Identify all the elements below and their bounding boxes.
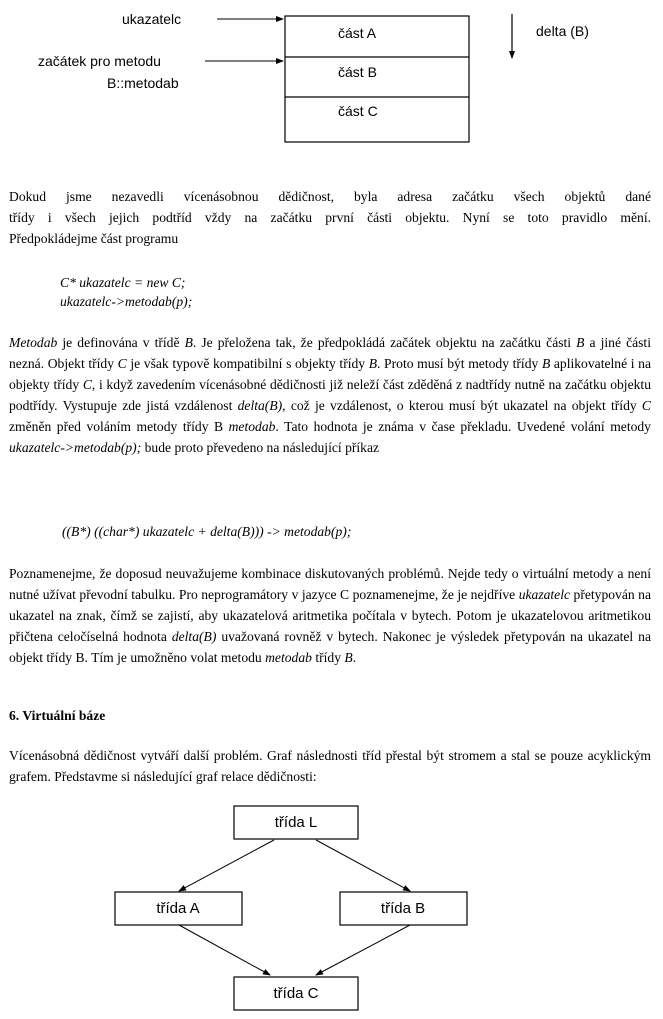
code-line: C* ukazatelc = new C; bbox=[60, 275, 186, 290]
text: aplikovatelné i na objekty třídy bbox=[9, 356, 651, 392]
code-line: ukazatelc->metodab(p); bbox=[60, 294, 193, 309]
text: , i když zavedením vícenásobné dědičnosti již neleží část zděděná z nadtřídy nutně na začátku objektu podtřídy. Vystupuje zde jistá vzdálenost bbox=[9, 377, 651, 413]
text: změněn před voláním metody třídy B bbox=[9, 419, 229, 434]
term-class: B bbox=[344, 650, 353, 665]
term-metodab: metodab bbox=[265, 650, 312, 665]
metodab-paragraph bbox=[9, 332, 651, 458]
text: Poznamenejme, že doposud neuvažujeme kombinace diskutovaných problémů. Nejde tedy o virtuální metody a není nutné užívat převodní tabulku. Pro neprogramátory v jazyce C poznamenejme, že je nejdříve bbox=[9, 566, 651, 602]
edge-b-c bbox=[316, 925, 410, 975]
node-class-l-label: třída L bbox=[274, 814, 318, 831]
text: třídy bbox=[311, 650, 345, 665]
term-class: B bbox=[368, 356, 378, 371]
term-pointer: ukazatelc bbox=[518, 587, 571, 602]
text: . bbox=[352, 650, 357, 665]
term-delta: delta(B) bbox=[237, 398, 283, 413]
term-class: B bbox=[184, 335, 193, 350]
delta-label: delta (B) bbox=[536, 23, 589, 39]
term-class: C bbox=[82, 377, 92, 392]
node-class-c-label: třída C bbox=[273, 985, 319, 1002]
part-c-label: část C bbox=[338, 103, 378, 119]
object-layout-box bbox=[285, 16, 469, 142]
section-heading: 6. Virtuální báze bbox=[9, 708, 106, 723]
intro-paragraph bbox=[9, 186, 651, 249]
edge-a-c bbox=[179, 925, 270, 975]
term-class: C bbox=[117, 356, 127, 371]
intro-line: třídy i všech jejich podtříd vždy na začátku první části objektu. Nyní se toto pravidlo mění. bbox=[9, 210, 651, 225]
text: a jiné části nezná. Objekt třídy bbox=[9, 335, 651, 371]
virtual-base-paragraph: Vícenásobná dědičnost vytváří další problém. Graf následnosti tříd přestal být stromem a stal se pouze acyklickým grafem. Představme si následující graf relace dědičnosti: bbox=[9, 748, 651, 784]
text: . Je přeložena tak, že předpokládá začátek objektu na začátku části bbox=[192, 335, 577, 350]
memory-layout-diagram bbox=[0, 0, 663, 150]
text: . Tato hodnota je známa v čase překladu. Uvedené volání metody bbox=[275, 419, 651, 434]
term-call: ukazatelc->metodab(p); bbox=[9, 440, 142, 455]
note-paragraph bbox=[9, 563, 651, 668]
node-class-b-label: třída B bbox=[380, 900, 426, 917]
cast-formula: ((B*) ((char*) ukazatelc + delta(B))) -> metodab(p); bbox=[62, 524, 352, 539]
intro-line: Předpokládejme část programu bbox=[9, 231, 179, 246]
term-class: C bbox=[641, 398, 651, 413]
text: , což je vzdálenost, o kterou musí být ukazatel na objekt třídy bbox=[282, 398, 642, 413]
term-metodab: Metodab bbox=[9, 335, 58, 350]
pointer-label: ukazatelc bbox=[122, 11, 182, 27]
text: je však typově kompatibilní s objekty třídy bbox=[126, 356, 369, 371]
text: uvažovaná rovněž v bytech. Nakonec je výsledek přetypován na ukazatel na objekt třídy B. Tím je umožněno volat metodu bbox=[9, 629, 651, 665]
term-class: B bbox=[576, 335, 585, 350]
intro-line: Dokud jsme nezavedli vícenásobnou dědičnost, byla adresa začátku všech objektů dané bbox=[9, 189, 651, 204]
part-a-label: část A bbox=[338, 25, 377, 41]
code-block bbox=[60, 273, 192, 311]
term-class: B bbox=[541, 356, 551, 371]
edge-l-b bbox=[316, 840, 410, 891]
text: bude proto převedeno na následující příkaz bbox=[141, 440, 380, 455]
method-start-label-line2: B::metodab bbox=[107, 75, 179, 91]
node-class-a-label: třída A bbox=[156, 900, 200, 917]
text: přetypován na ukazatel na znak, čímž se zajistí, aby ukazatelová aritmetika počítala v bytech. Potom je ukazatelovou aritmetikou přičtena celočíselná hodnota bbox=[9, 587, 652, 644]
inheritance-graph bbox=[0, 795, 663, 1019]
text: je definována v třídě bbox=[57, 335, 185, 350]
part-b-label: část B bbox=[338, 64, 377, 80]
term-metodab: metodab bbox=[228, 419, 276, 434]
method-start-label-line1: začátek pro metodu bbox=[38, 53, 161, 69]
term-delta: delta(B) bbox=[171, 629, 217, 644]
edge-l-a bbox=[179, 840, 274, 891]
text: . Proto musí být metody třídy bbox=[377, 356, 542, 371]
